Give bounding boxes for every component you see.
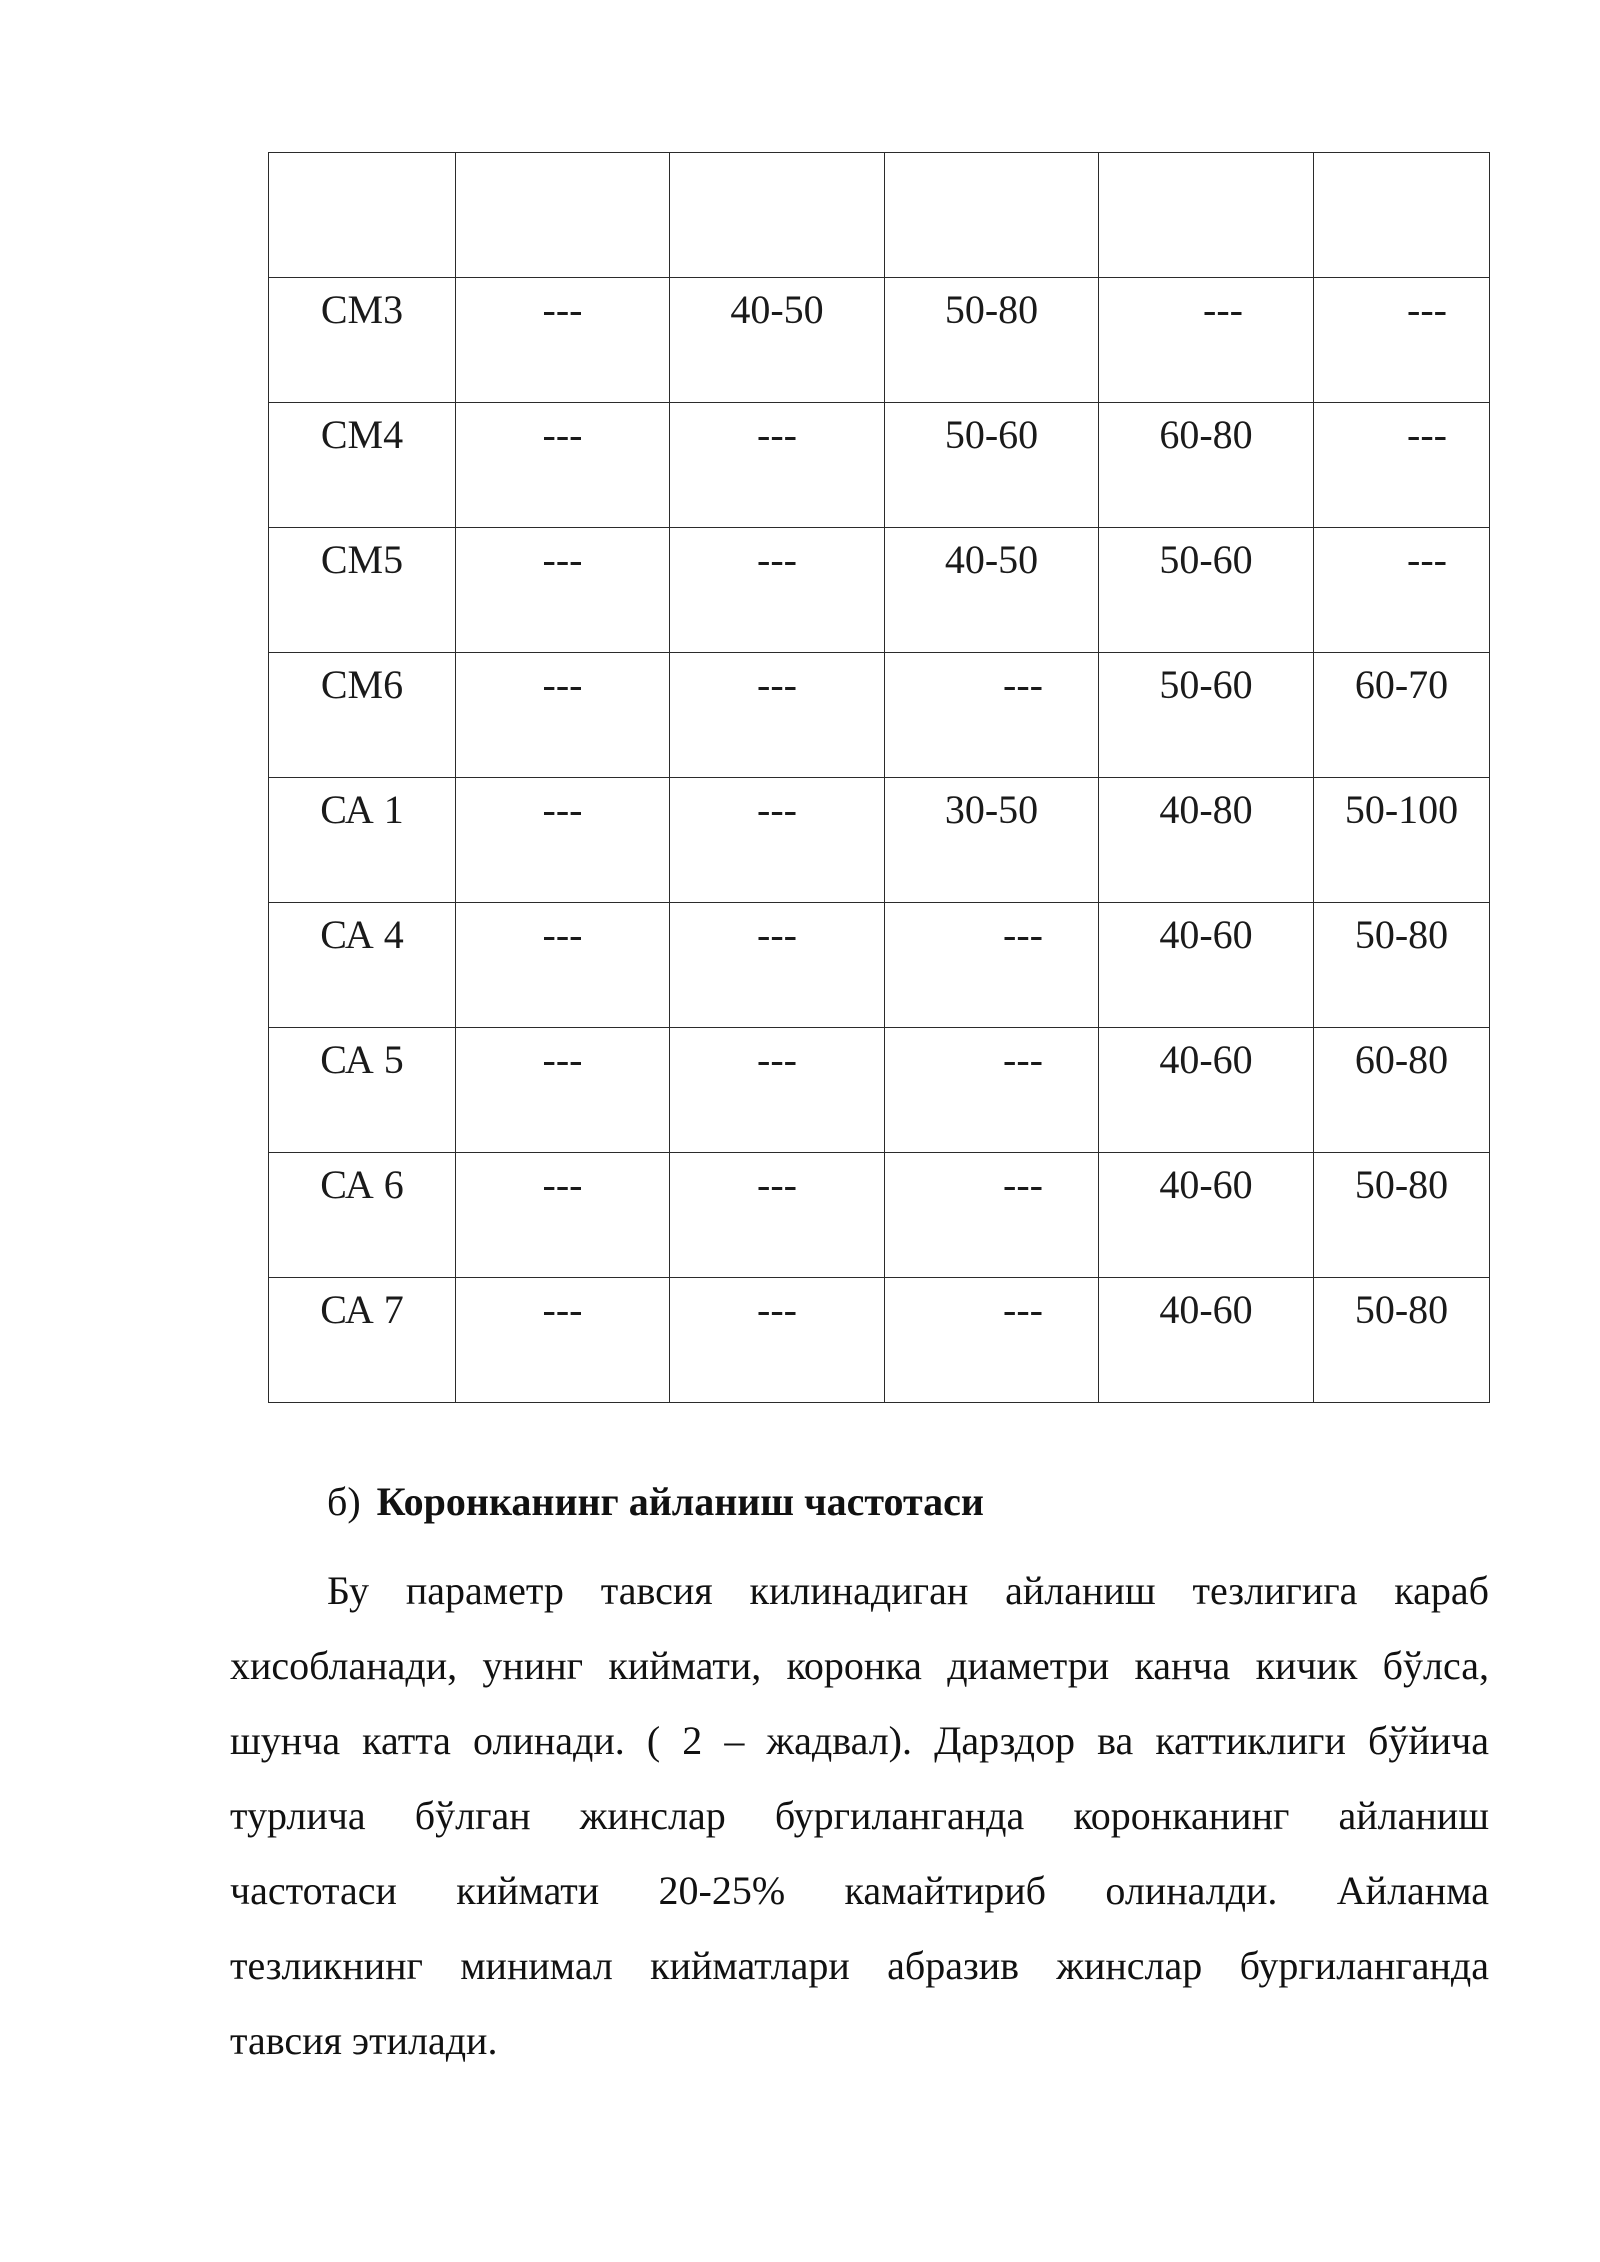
table-cell: --- — [885, 1278, 1099, 1403]
table-cell: --- — [1314, 528, 1490, 653]
row-label-cell: СА 4 — [269, 903, 456, 1028]
table-cell: --- — [456, 1278, 670, 1403]
table-cell: 40-60 — [1099, 903, 1314, 1028]
table-cell: --- — [670, 403, 885, 528]
data-table — [268, 152, 1490, 1403]
table-cell: 50-80 — [1314, 1278, 1490, 1403]
table-cell: --- — [885, 1028, 1099, 1153]
paragraph-line: тезликнинг минимал кийматлари абразив жинслар бургиланганда — [230, 1943, 1489, 1988]
row-label-cell: СМ4 — [269, 403, 456, 528]
table-cell: --- — [456, 278, 670, 403]
table-cell: --- — [1099, 278, 1314, 403]
table-cell: --- — [456, 653, 670, 778]
table-header-cell — [269, 153, 456, 278]
row-label-cell: СА 7 — [269, 1278, 456, 1403]
table-cell: --- — [670, 903, 885, 1028]
table-body — [269, 153, 1490, 1403]
row-label-cell: СМ3 — [269, 278, 456, 403]
body-paragraph — [230, 1553, 1489, 2078]
table-cell: 40-60 — [1099, 1278, 1314, 1403]
table-row — [269, 903, 1490, 1028]
table-row — [269, 278, 1490, 403]
table-cell: --- — [456, 1028, 670, 1153]
table-cell: 60-70 — [1314, 653, 1490, 778]
table-cell: 40-80 — [1099, 778, 1314, 903]
table-row — [269, 1028, 1490, 1153]
section-title: Коронканинг айланиш частотаси — [376, 1479, 984, 1524]
paragraph-line: тавсия этилади. — [230, 2018, 498, 2063]
table-row — [269, 403, 1490, 528]
row-label-cell: СА 6 — [269, 1153, 456, 1278]
table-cell: --- — [885, 1153, 1099, 1278]
table-cell: --- — [456, 778, 670, 903]
table-cell: 50-80 — [885, 278, 1099, 403]
row-label-cell: СА 1 — [269, 778, 456, 903]
section-prefix: б) — [327, 1479, 361, 1524]
table-cell: --- — [670, 778, 885, 903]
table-cell: --- — [456, 1153, 670, 1278]
paragraph-line: хисобланади, унинг киймати, коронка диаметри канча кичик бўлса, — [230, 1643, 1489, 1688]
table-row — [269, 1278, 1490, 1403]
table-cell: --- — [670, 1278, 885, 1403]
table-row — [269, 653, 1490, 778]
table-row — [269, 778, 1490, 903]
table-header-cell — [456, 153, 670, 278]
section-heading — [327, 1479, 984, 1524]
table-cell: 40-60 — [1099, 1153, 1314, 1278]
table-cell: 50-60 — [1099, 653, 1314, 778]
table-cell: 40-50 — [885, 528, 1099, 653]
paragraph-line: частотаси киймати 20-25% камайтириб олиналди. Айланма — [230, 1868, 1489, 1913]
table-cell: --- — [456, 903, 670, 1028]
table-header-row — [269, 153, 1490, 278]
table-header-cell — [885, 153, 1099, 278]
table-cell: --- — [670, 653, 885, 778]
table-cell: --- — [1314, 403, 1490, 528]
table-cell: 50-60 — [1099, 528, 1314, 653]
table-cell: --- — [885, 903, 1099, 1028]
paragraph-line: шунча катта олинади. ( 2 – жадвал). Дарздор ва каттиклиги бўйича — [230, 1718, 1489, 1763]
table-cell: 50-100 — [1314, 778, 1490, 903]
paragraph-line: Бу параметр тавсия килинадиган айланиш тезлигига караб — [327, 1568, 1489, 1613]
row-label-cell: СМ5 — [269, 528, 456, 653]
table-cell: --- — [456, 528, 670, 653]
table-cell: 50-60 — [885, 403, 1099, 528]
table-cell: --- — [670, 528, 885, 653]
table-cell: 60-80 — [1099, 403, 1314, 528]
table-header-cell — [1314, 153, 1490, 278]
table-cell: 60-80 — [1314, 1028, 1490, 1153]
table-cell: --- — [670, 1028, 885, 1153]
table-cell: --- — [885, 653, 1099, 778]
table-cell: 40-60 — [1099, 1028, 1314, 1153]
table-cell: 50-80 — [1314, 1153, 1490, 1278]
table-row — [269, 1153, 1490, 1278]
table-cell: --- — [1314, 278, 1490, 403]
row-label-cell: СА 5 — [269, 1028, 456, 1153]
row-label-cell: СМ6 — [269, 653, 456, 778]
paragraph-line: турлича бўлган жинслар бургиланганда коронканинг айланиш — [230, 1793, 1489, 1838]
table-cell: 30-50 — [885, 778, 1099, 903]
table-cell: 50-80 — [1314, 903, 1490, 1028]
table-cell: 40-50 — [670, 278, 885, 403]
table-header-cell — [670, 153, 885, 278]
table-header-cell — [1099, 153, 1314, 278]
table-cell: --- — [670, 1153, 885, 1278]
table-row — [269, 528, 1490, 653]
table-cell: --- — [456, 403, 670, 528]
